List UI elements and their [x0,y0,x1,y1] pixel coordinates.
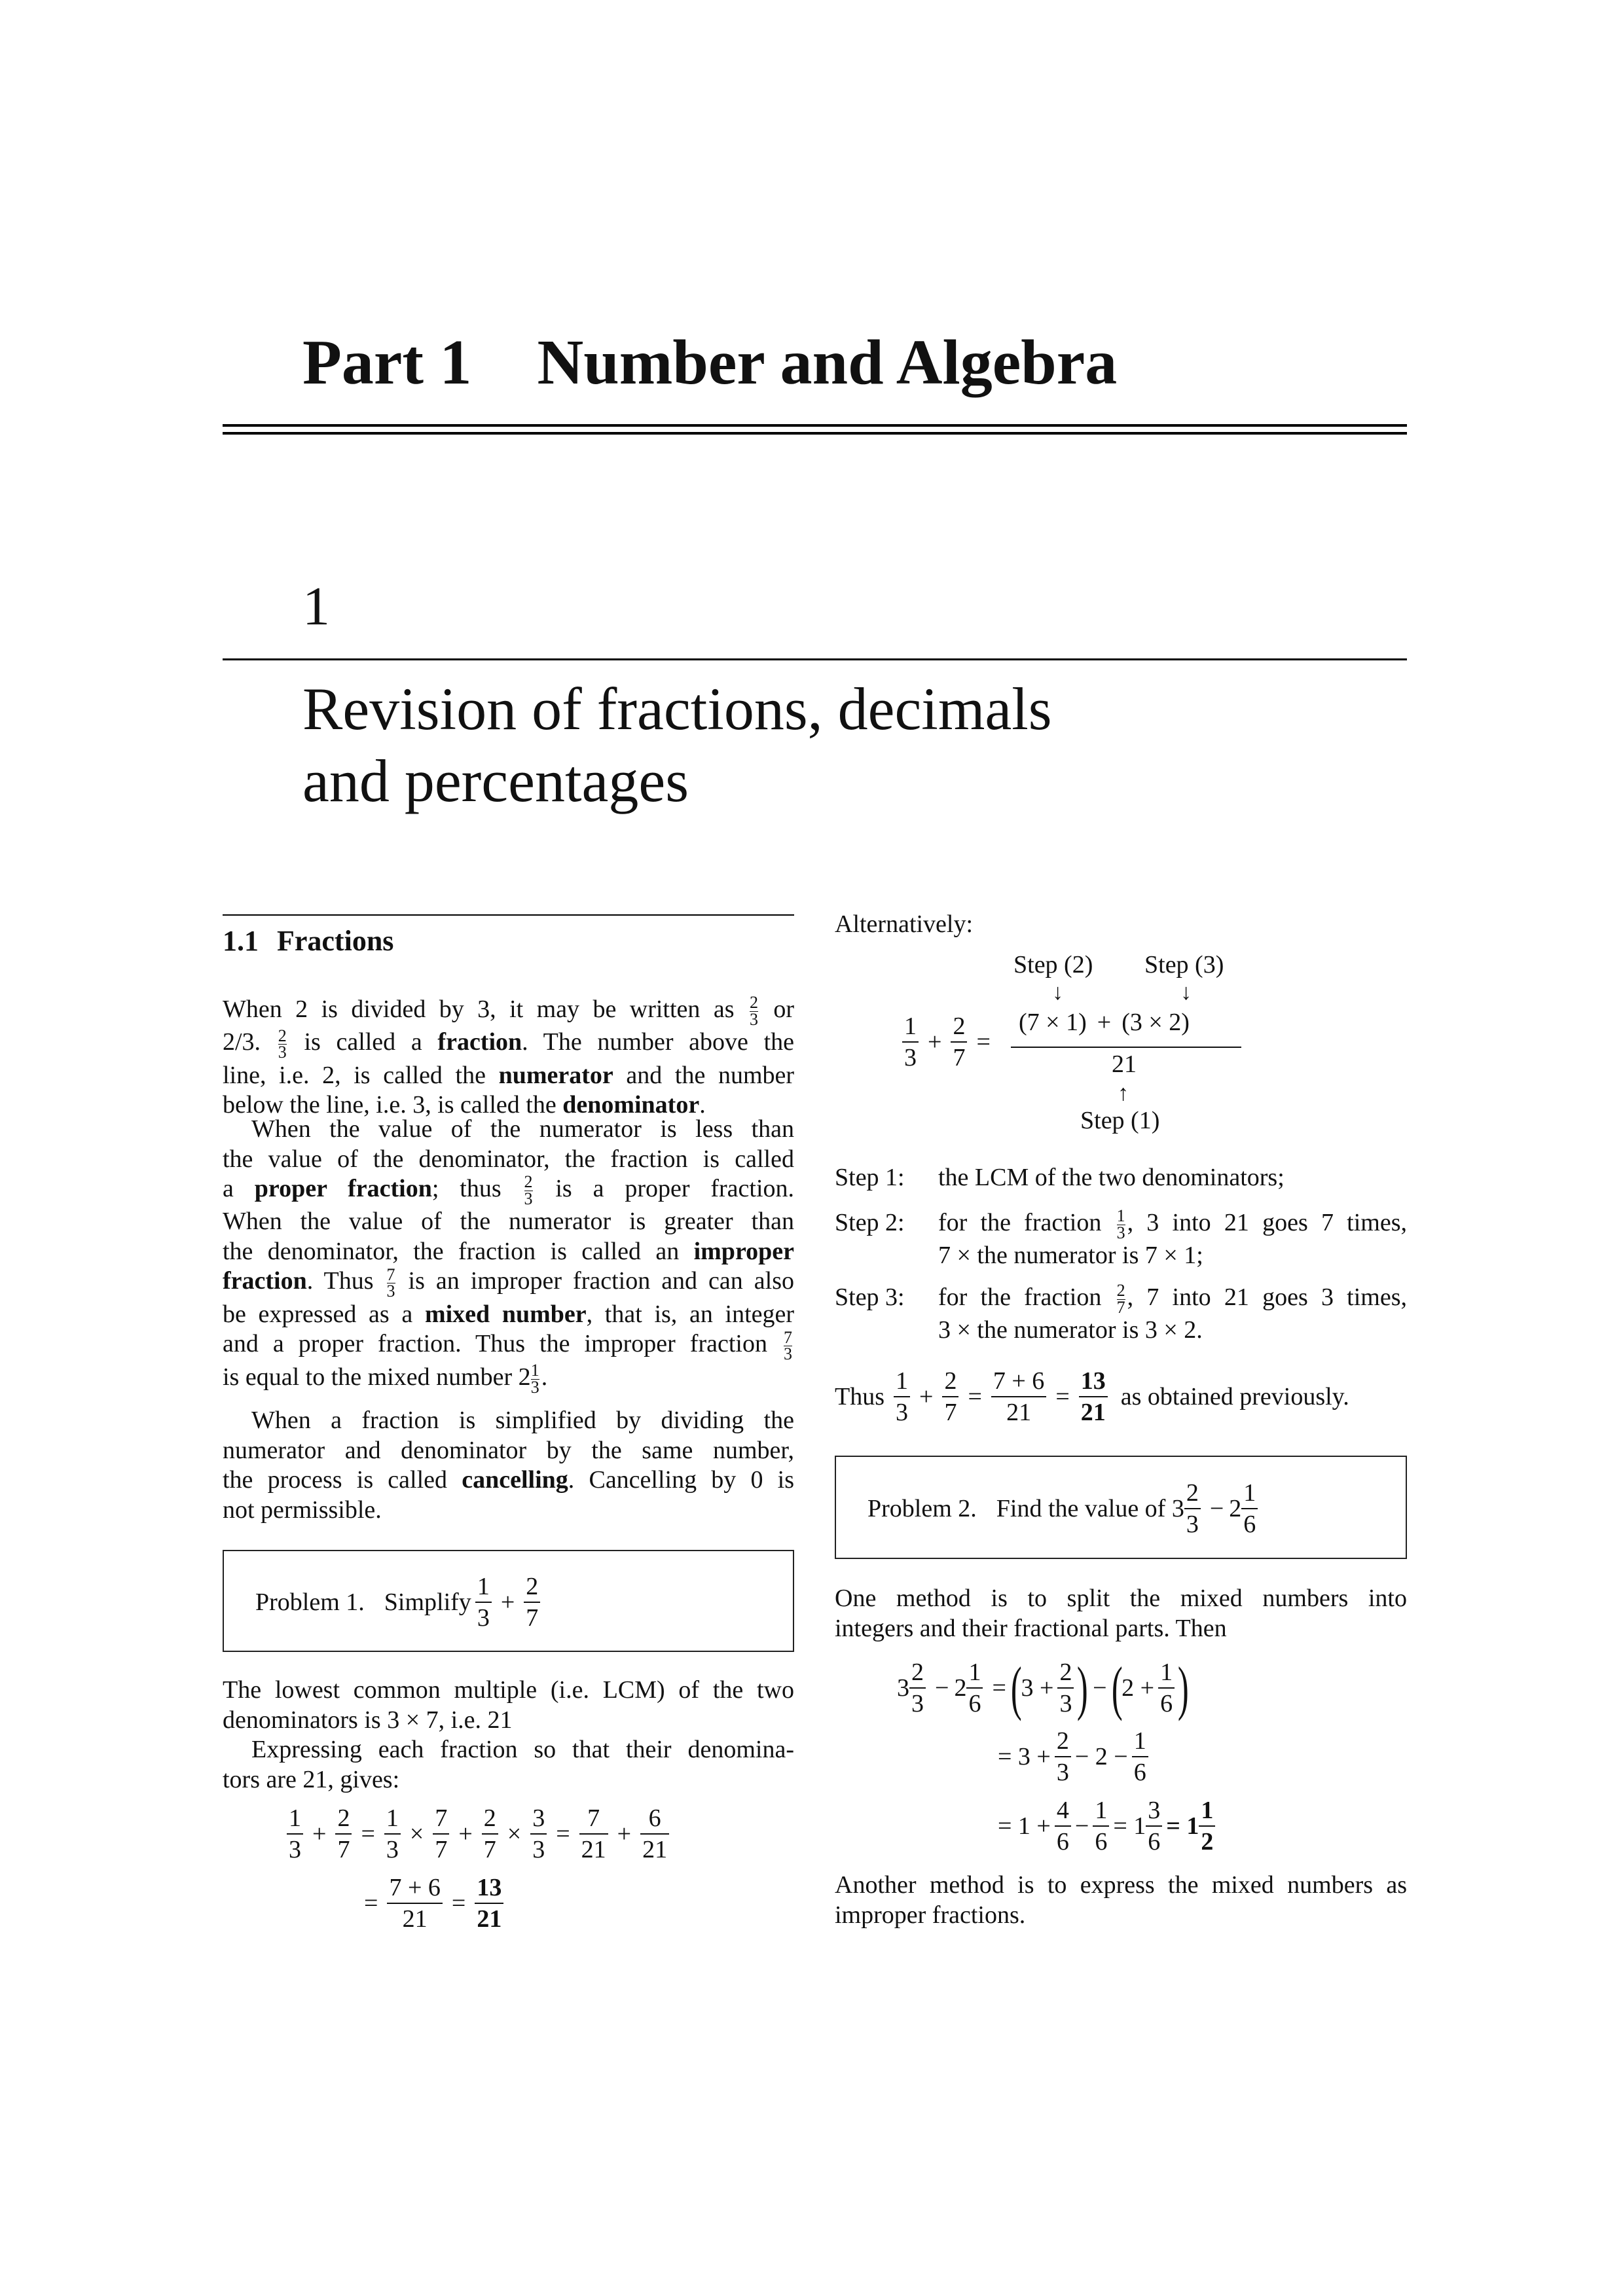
fraction-2-3: $\frac{2}{3}$ [749,993,758,1029]
problem-1-text: Simplify [384,1588,471,1616]
step-2-row [835,1208,1407,1271]
fraction: $\frac{3}{6}$ [1146,1798,1162,1854]
chapter-rule [223,658,1407,660]
problem-2-label: Problem 2. [867,1495,977,1522]
text-line: 2/3. $\frac{2}{3}$ is called a fraction. The number above the [223,1026,795,1062]
text-line: 7 × the numerator is 7 × 1; [938,1242,1203,1270]
left-paren: ( [1010,1655,1022,1721]
step-1-tag: Step 1: [835,1164,905,1191]
numerator-expression: (7 × 1) + (3 × 2) [1019,1009,1190,1036]
right-paren: ) [1178,1655,1189,1721]
fraction: $\frac{7 + 6}{21}$ [387,1875,442,1931]
fraction: $\frac{1}{3}$ [902,1014,919,1070]
fraction: $\frac{6}{21}$ [640,1806,669,1862]
fraction-1-6: $\frac{1}{6}$ [1241,1480,1258,1537]
fraction: $\frac{3}{3}$ [530,1806,547,1862]
solution-lcm [223,1676,794,1795]
method-2-text [835,1871,1407,1930]
method-1-row-3: = 1 + $\frac{4}{6}$ − $\frac{1}{6}$ = 1 $\frac{3}{6}$ = 1 $\frac{1}{2}$ [998,1793,1219,1859]
problem-1-box [223,1550,794,1652]
fraction: $\frac{2}{3}$ [909,1660,926,1716]
fraction-7-3: $\frac{7}{3}$ [386,1265,395,1301]
fraction: $\frac{7 + 6}{21}$ [991,1369,1046,1425]
text-line: a proper fraction; thus $\frac{2}{3}$ is a proper fraction. [223,1172,795,1208]
arrow-down-icon: ↓ [1180,980,1192,1005]
step-3-label: Step (3) [1144,951,1224,978]
part-rule-bottom [223,432,1407,435]
arrow-down-icon: ↓ [1052,980,1063,1005]
method-1-text [835,1584,1407,1643]
fraction: $\frac{2}{7}$ [942,1369,958,1425]
section-rule [223,914,794,916]
text-line: tors are 21, gives: [223,1765,400,1793]
text-line: fraction. Thus $\frac{7}{3}$ is an improper fraction and can also [223,1265,794,1301]
text-line: When the value of the numerator is greater than [223,1208,794,1236]
fraction: $\frac{1}{6}$ [1132,1729,1148,1785]
section-title: Fractions [277,925,394,957]
fraction: $\frac{2}{3}$ [1055,1729,1071,1785]
text-line: be expressed as a mixed number, that is, an integer [223,1300,795,1328]
part-name: Number and Algebra [537,327,1118,398]
step-3-row [835,1283,1407,1346]
fraction: $\frac{7}{21}$ [579,1806,608,1862]
section-number: 1.1 [223,925,259,957]
fraction: $\frac{1}{6}$ [966,1660,983,1716]
fraction-7-3: $\frac{7}{3}$ [784,1327,792,1364]
fraction: $\frac{1}{6}$ [1158,1660,1175,1716]
step-3-tag: Step 3: [835,1283,905,1311]
thus-equation: Thus $\frac{1}{3}$ + $\frac{2}{7}$ = $\frac{7 + 6}{21}$ = $\frac{13}{21}$ as obtained previously. [835,1367,1349,1426]
text-line: for the fraction $\frac{1}{3}$ , 3 into 21 goes 7 times, [938,1206,1408,1242]
method-1-row-1: 3 $\frac{2}{3}$ − 2 $\frac{1}{6}$ = ( 3 + $\frac{2}{3}$ ) − ( 2 + $\frac{1}{6}$ ) [897,1655,1189,1721]
denominator-21: 21 [1112,1050,1137,1078]
fraction: $\frac{7}{7}$ [433,1806,449,1862]
text-line: When a fraction is simplified by dividing the [251,1407,794,1434]
text-line: One method is to split the mixed numbers into [835,1585,1407,1612]
text-line: denominators is 3 × 7, i.e. 21 [223,1706,513,1734]
paragraph-fraction-definition [223,995,794,1121]
fraction: $\frac{2}{7}$ [482,1806,498,1862]
fraction-2-7: $\frac{2}{7}$ [1116,1281,1125,1317]
alternatively-label: Alternatively: [835,910,974,938]
text-line: below the line, i.e. 3, is called the denominator. [223,1091,706,1119]
method-1-row-2: = 3 + $\frac{2}{3}$ − 2 − $\frac{1}{6}$ [998,1724,1152,1789]
step-1-label: Step (1) [1080,1107,1160,1134]
step-1-row [835,1163,1407,1193]
fraction-2-3: $\frac{2}{3}$ [278,1026,287,1062]
fraction: $\frac{2}{3}$ [1057,1660,1074,1716]
fraction: $\frac{1}{6}$ [1093,1798,1109,1854]
equation-result: = $\frac{7 + 6}{21}$ = $\frac{13}{21}$ [359,1871,507,1936]
thus-label: Thus [835,1383,884,1410]
step-2-tag: Step 2: [835,1209,905,1236]
chapter-title-line1: Revision of fractions, decimals [302,675,1052,742]
part-label: Part 1 [302,327,472,398]
fraction: $\frac{4}{6}$ [1055,1798,1071,1854]
problem-2-box [835,1456,1407,1559]
text-line: When the value of the numerator is less than [251,1115,794,1143]
paragraph-cancelling [223,1406,794,1525]
section-heading [223,924,393,958]
fraction: $\frac{2}{7}$ [335,1806,352,1862]
fraction-1-3: $\frac{1}{3}$ [530,1361,539,1397]
step-1-text: the LCM of the two denominators; [938,1164,1285,1191]
part-title [302,326,1117,399]
text-line: The lowest common multiple (i.e. LCM) of the two [223,1676,794,1704]
text-line: the process is called cancelling. Cancelling by 0 is [223,1466,795,1494]
paragraph-proper-improper [223,1115,794,1395]
text-line: Expressing each fraction so that their denomina- [251,1736,794,1763]
fraction-2-3: $\frac{2}{3}$ [1184,1480,1201,1537]
text-line: integers and their fractional parts. Then [835,1614,1227,1642]
fraction-2-3: $\frac{2}{3}$ [524,1172,533,1208]
text-line: 3 × the numerator is 3 × 2. [938,1316,1203,1344]
part-rule-top [223,424,1407,427]
text-line: the denominator, the fraction is called an improper [223,1237,794,1265]
step-2-label: Step (2) [1013,951,1093,978]
text-line: not permissible. [223,1496,382,1524]
fraction-answer: $\frac{1}{2}$ [1199,1798,1215,1854]
fraction: $\frac{1}{3}$ [894,1369,910,1425]
fraction-13-21-answer: $\frac{13}{21}$ [475,1875,503,1931]
problem-2-text: Find the value of 3 [996,1495,1184,1522]
fraction: $\frac{1}{3}$ [384,1806,401,1862]
text-line: line, i.e. 2, is called the numerator and the number [223,1061,795,1089]
problem-1-label: Problem 1. [255,1588,365,1616]
problem-2-statement: Problem 2. Find the value of 3 $\frac{2}{3}$ − 2 $\frac{1}{6}$ [867,1477,1262,1541]
right-paren: ) [1077,1655,1089,1721]
fraction-bar [1011,1047,1241,1048]
fraction-13-21-answer: $\frac{13}{21}$ [1079,1369,1108,1425]
text-line: is equal to the mixed number 2 $\frac{1}{3}$ . [223,1361,548,1397]
alternative-equation-lhs: $\frac{1}{3}$ + $\frac{2}{7}$ = [898,1011,996,1073]
chapter-number: 1 [302,576,330,637]
equation-expansion: $\frac{1}{3}$ + $\frac{2}{7}$ = $\frac{1}{3}$ × $\frac{7}{7}$ + $\frac{2}{7}$ × $\frac{3}{3}$ = $\frac{7}{21}$ + $\frac{6}{21}$ [283,1801,673,1867]
text-line: When 2 is divided by 3, it may be written as $\frac{2}{3}$ or [223,993,795,1029]
text-line: the value of the denominator, the fraction is called [223,1145,794,1173]
fraction: $\frac{1}{3}$ [287,1806,303,1862]
fraction-1-3: $\frac{1}{3}$ [475,1574,492,1630]
fraction-1-3: $\frac{1}{3}$ [1116,1206,1125,1242]
problem-1-statement: Problem 1. Simplify $\frac{1}{3}$ + $\frac{2}{7}$ [255,1571,544,1634]
chapter-title-line2: and percentages [302,747,689,814]
fraction: $\frac{2}{7}$ [951,1014,967,1070]
fraction-2-7: $\frac{2}{7}$ [524,1574,540,1630]
arrow-up-icon: ↑ [1118,1081,1129,1105]
left-paren: ( [1111,1655,1123,1721]
text-line: improper fractions. [835,1901,1026,1929]
text-line: numerator and denominator by the same number, [223,1436,794,1464]
text-line: and a proper fraction. Thus the improper fraction $\frac{7}{3}$ [223,1327,792,1364]
text-line: for the fraction $\frac{2}{7}$ , 7 into 21 goes 3 times, [938,1281,1408,1317]
text-line: Another method is to express the mixed numbers as [835,1871,1407,1899]
as-obtained-text: as obtained previously. [1120,1383,1349,1410]
